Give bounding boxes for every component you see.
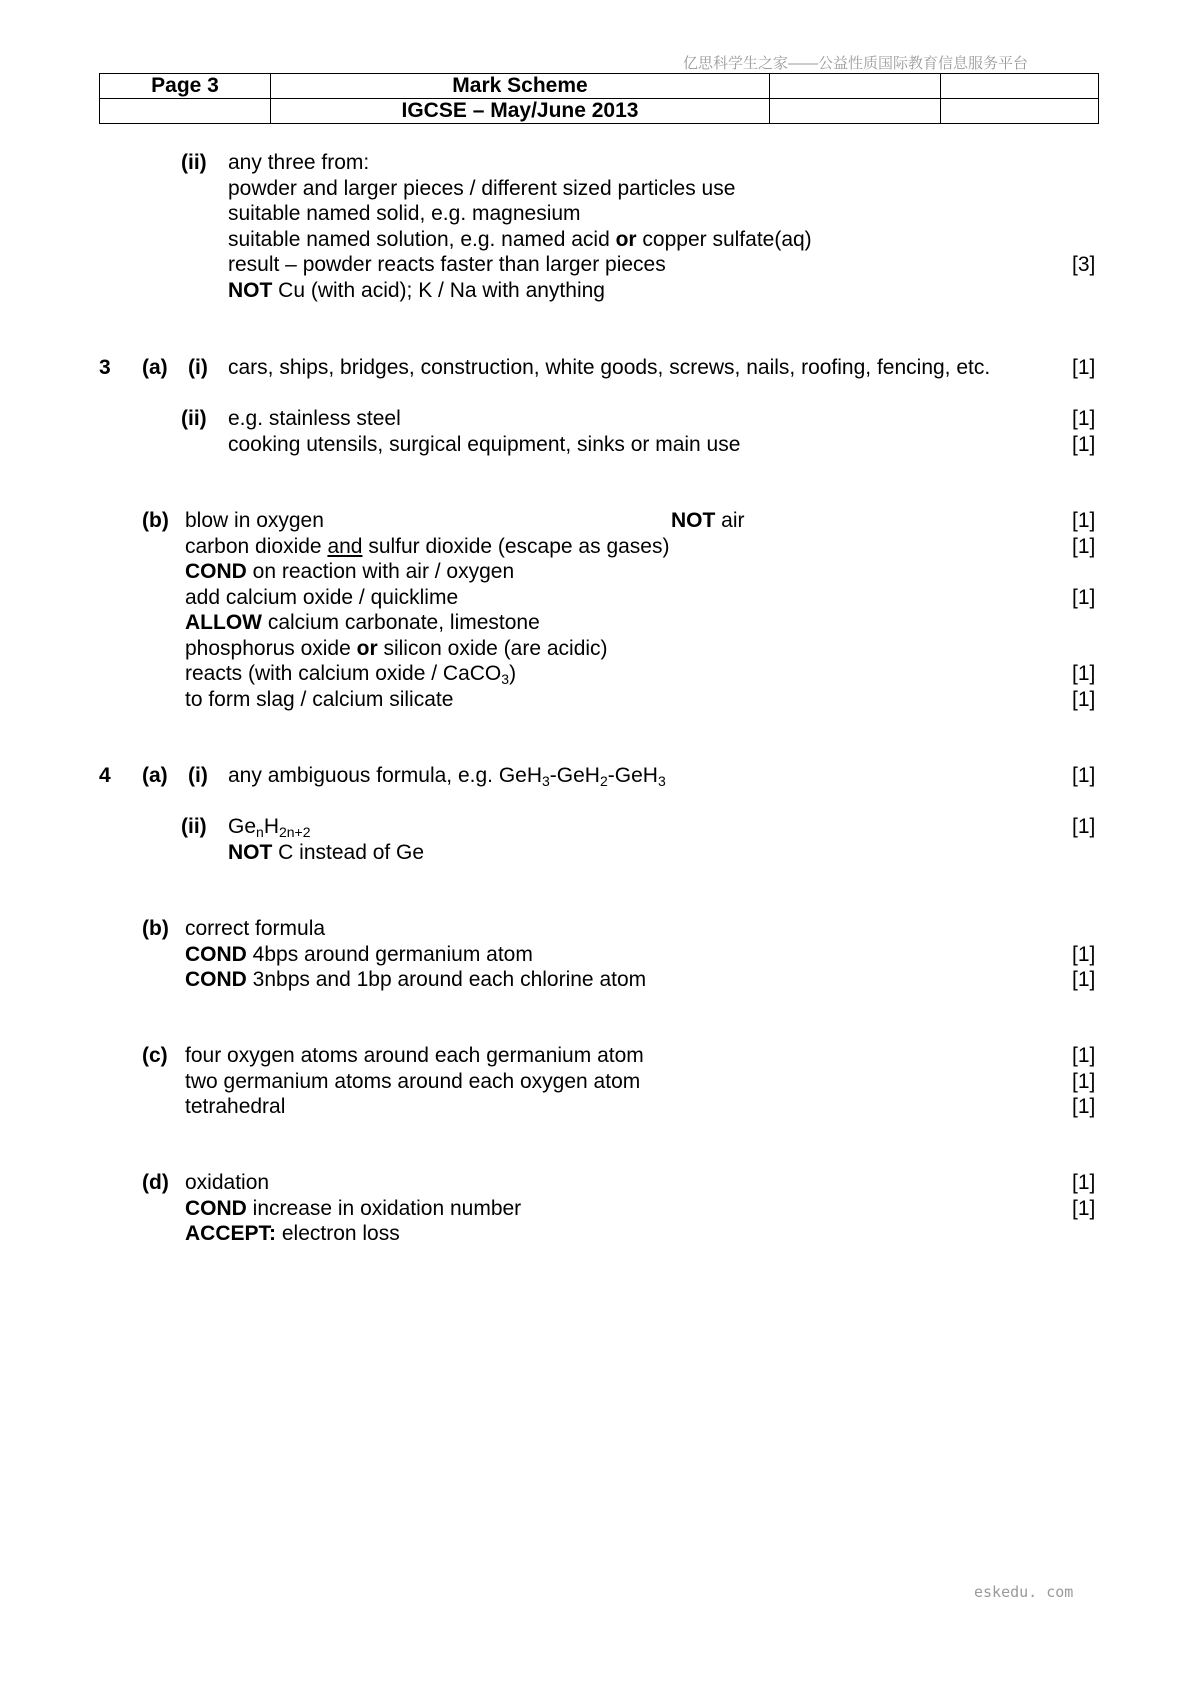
q3-b-line8: to form slag / calcium silicate <box>185 687 454 711</box>
q2-ii-line4: suitable named solution, e.g. named acid or copper sulfate(aq) <box>228 227 812 251</box>
q4-d-line2: COND increase in oxidation number <box>185 1196 522 1220</box>
q4-c-mark1: [1] <box>1072 1044 1096 1067</box>
q4-c-mark3: [1] <box>1072 1095 1096 1118</box>
header-empty-4 <box>770 99 941 124</box>
q3-a-i-mark: [1] <box>1072 356 1096 379</box>
q2-ii-label: (ii) <box>181 151 207 174</box>
q4-number: 4 <box>99 764 111 787</box>
q3-a-i-label: (i) <box>188 356 208 379</box>
q2-ii-line3: suitable named solid, e.g. magnesium <box>228 202 581 225</box>
q3-b-line1: blow in oxygen <box>185 509 324 532</box>
q3-b-not-air: NOT air <box>671 509 745 532</box>
q2-ii-line5: result – powder reacts faster than larger pieces <box>228 253 666 276</box>
header-empty-2 <box>941 74 1099 99</box>
q4-b-line1: correct formula <box>185 917 326 940</box>
q3-b-line3: COND on reaction with air / oxygen <box>185 560 515 583</box>
q3-b-line6: phosphorus oxide or silicon oxide (are acidic) <box>185 636 608 660</box>
q4-d-mark1: [1] <box>1072 1171 1096 1194</box>
q4-c-line3: tetrahedral <box>185 1095 286 1118</box>
q3-b-label: (b) <box>142 509 169 532</box>
q3-a-i-text: cars, ships, bridges, construction, white goods, screws, nails, roofing, fencing, etc. <box>228 356 991 379</box>
header-table <box>99 73 1099 124</box>
footer-site: eskedu. com <box>974 1583 1074 1601</box>
q3-b-line7: reacts (with calcium oxide / CaCO$_3$) <box>185 662 517 687</box>
header-subtitle: IGCSE – May/June 2013 <box>271 99 770 124</box>
q4-d-line1: oxidation <box>185 1171 270 1194</box>
q4-b-line2: COND 4bps around germanium atom <box>185 942 533 966</box>
q4-a-ii-mark: [1] <box>1072 815 1096 838</box>
q4-a-i-text: any ambiguous formula, e.g. GeH$_3$-GeH$_2$-GeH$_3$ <box>228 764 666 789</box>
q4-a-ii-formula: $Ge_nH_{2n+2}$ <box>228 815 311 840</box>
q3-b-mark2: [1] <box>1072 534 1096 558</box>
header-title: Mark Scheme <box>271 74 770 99</box>
q3-number: 3 <box>99 356 111 379</box>
header-empty-1 <box>770 74 941 99</box>
q3-b-mark1: [1] <box>1072 509 1096 532</box>
q3-b-line5: ALLOW calcium carbonate, limestone <box>185 611 540 634</box>
q4-b-line3: COND 3nbps and 1bp around each chlorine atom <box>185 968 647 991</box>
q4-b-mark1: [1] <box>1072 942 1096 966</box>
q2-ii-line2: powder and larger pieces / different sized particles use <box>228 176 736 200</box>
watermark: 亿思科学生之家——公益性质国际教育信息服务平台 <box>683 55 1029 72</box>
q4-a-ii-line2: NOT C instead of Ge <box>228 840 425 864</box>
q4-c-label: (c) <box>142 1044 168 1067</box>
q3-a-ii-line2: cooking utensils, surgical equipment, sinks or main use <box>228 432 741 456</box>
q2-ii-line6: NOT Cu (with acid); K / Na with anything <box>228 278 605 302</box>
q4-a-label: (a) <box>142 764 168 787</box>
header-empty-3 <box>100 99 271 124</box>
header-page: Page 3 <box>100 74 271 99</box>
q2-ii-mark: [3] <box>1072 253 1096 276</box>
q3-a-ii-label: (ii) <box>181 407 207 430</box>
q3-b-mark3: [1] <box>1072 585 1096 609</box>
q3-b-line2: carbon dioxide and sulfur dioxide (escape as gases) <box>185 534 670 558</box>
q3-a-ii-line1: e.g. stainless steel <box>228 407 401 430</box>
q4-b-mark2: [1] <box>1072 968 1096 991</box>
q3-b-mark4: [1] <box>1072 662 1096 685</box>
q3-a-ii-mark2: [1] <box>1072 432 1096 456</box>
q4-a-ii-label: (ii) <box>181 815 207 838</box>
q3-a-ii-mark1: [1] <box>1072 407 1096 430</box>
q4-d-line3: ACCEPT: electron loss <box>185 1222 400 1245</box>
q3-b-line4: add calcium oxide / quicklime <box>185 585 459 609</box>
q3-a-label: (a) <box>142 356 168 379</box>
q2-ii-line1: any three from: <box>228 151 370 174</box>
header-empty-5 <box>941 99 1099 124</box>
q4-c-line2: two germanium atoms around each oxygen atom <box>185 1069 641 1093</box>
q4-a-i-mark: [1] <box>1072 764 1096 787</box>
q4-d-label: (d) <box>142 1171 169 1194</box>
q4-c-mark2: [1] <box>1072 1069 1096 1093</box>
q4-a-i-label: (i) <box>188 764 208 787</box>
q3-b-mark5: [1] <box>1072 687 1096 711</box>
q4-b-label: (b) <box>142 917 169 940</box>
q4-c-line1: four oxygen atoms around each germanium atom <box>185 1044 644 1067</box>
q4-d-mark2: [1] <box>1072 1196 1096 1220</box>
